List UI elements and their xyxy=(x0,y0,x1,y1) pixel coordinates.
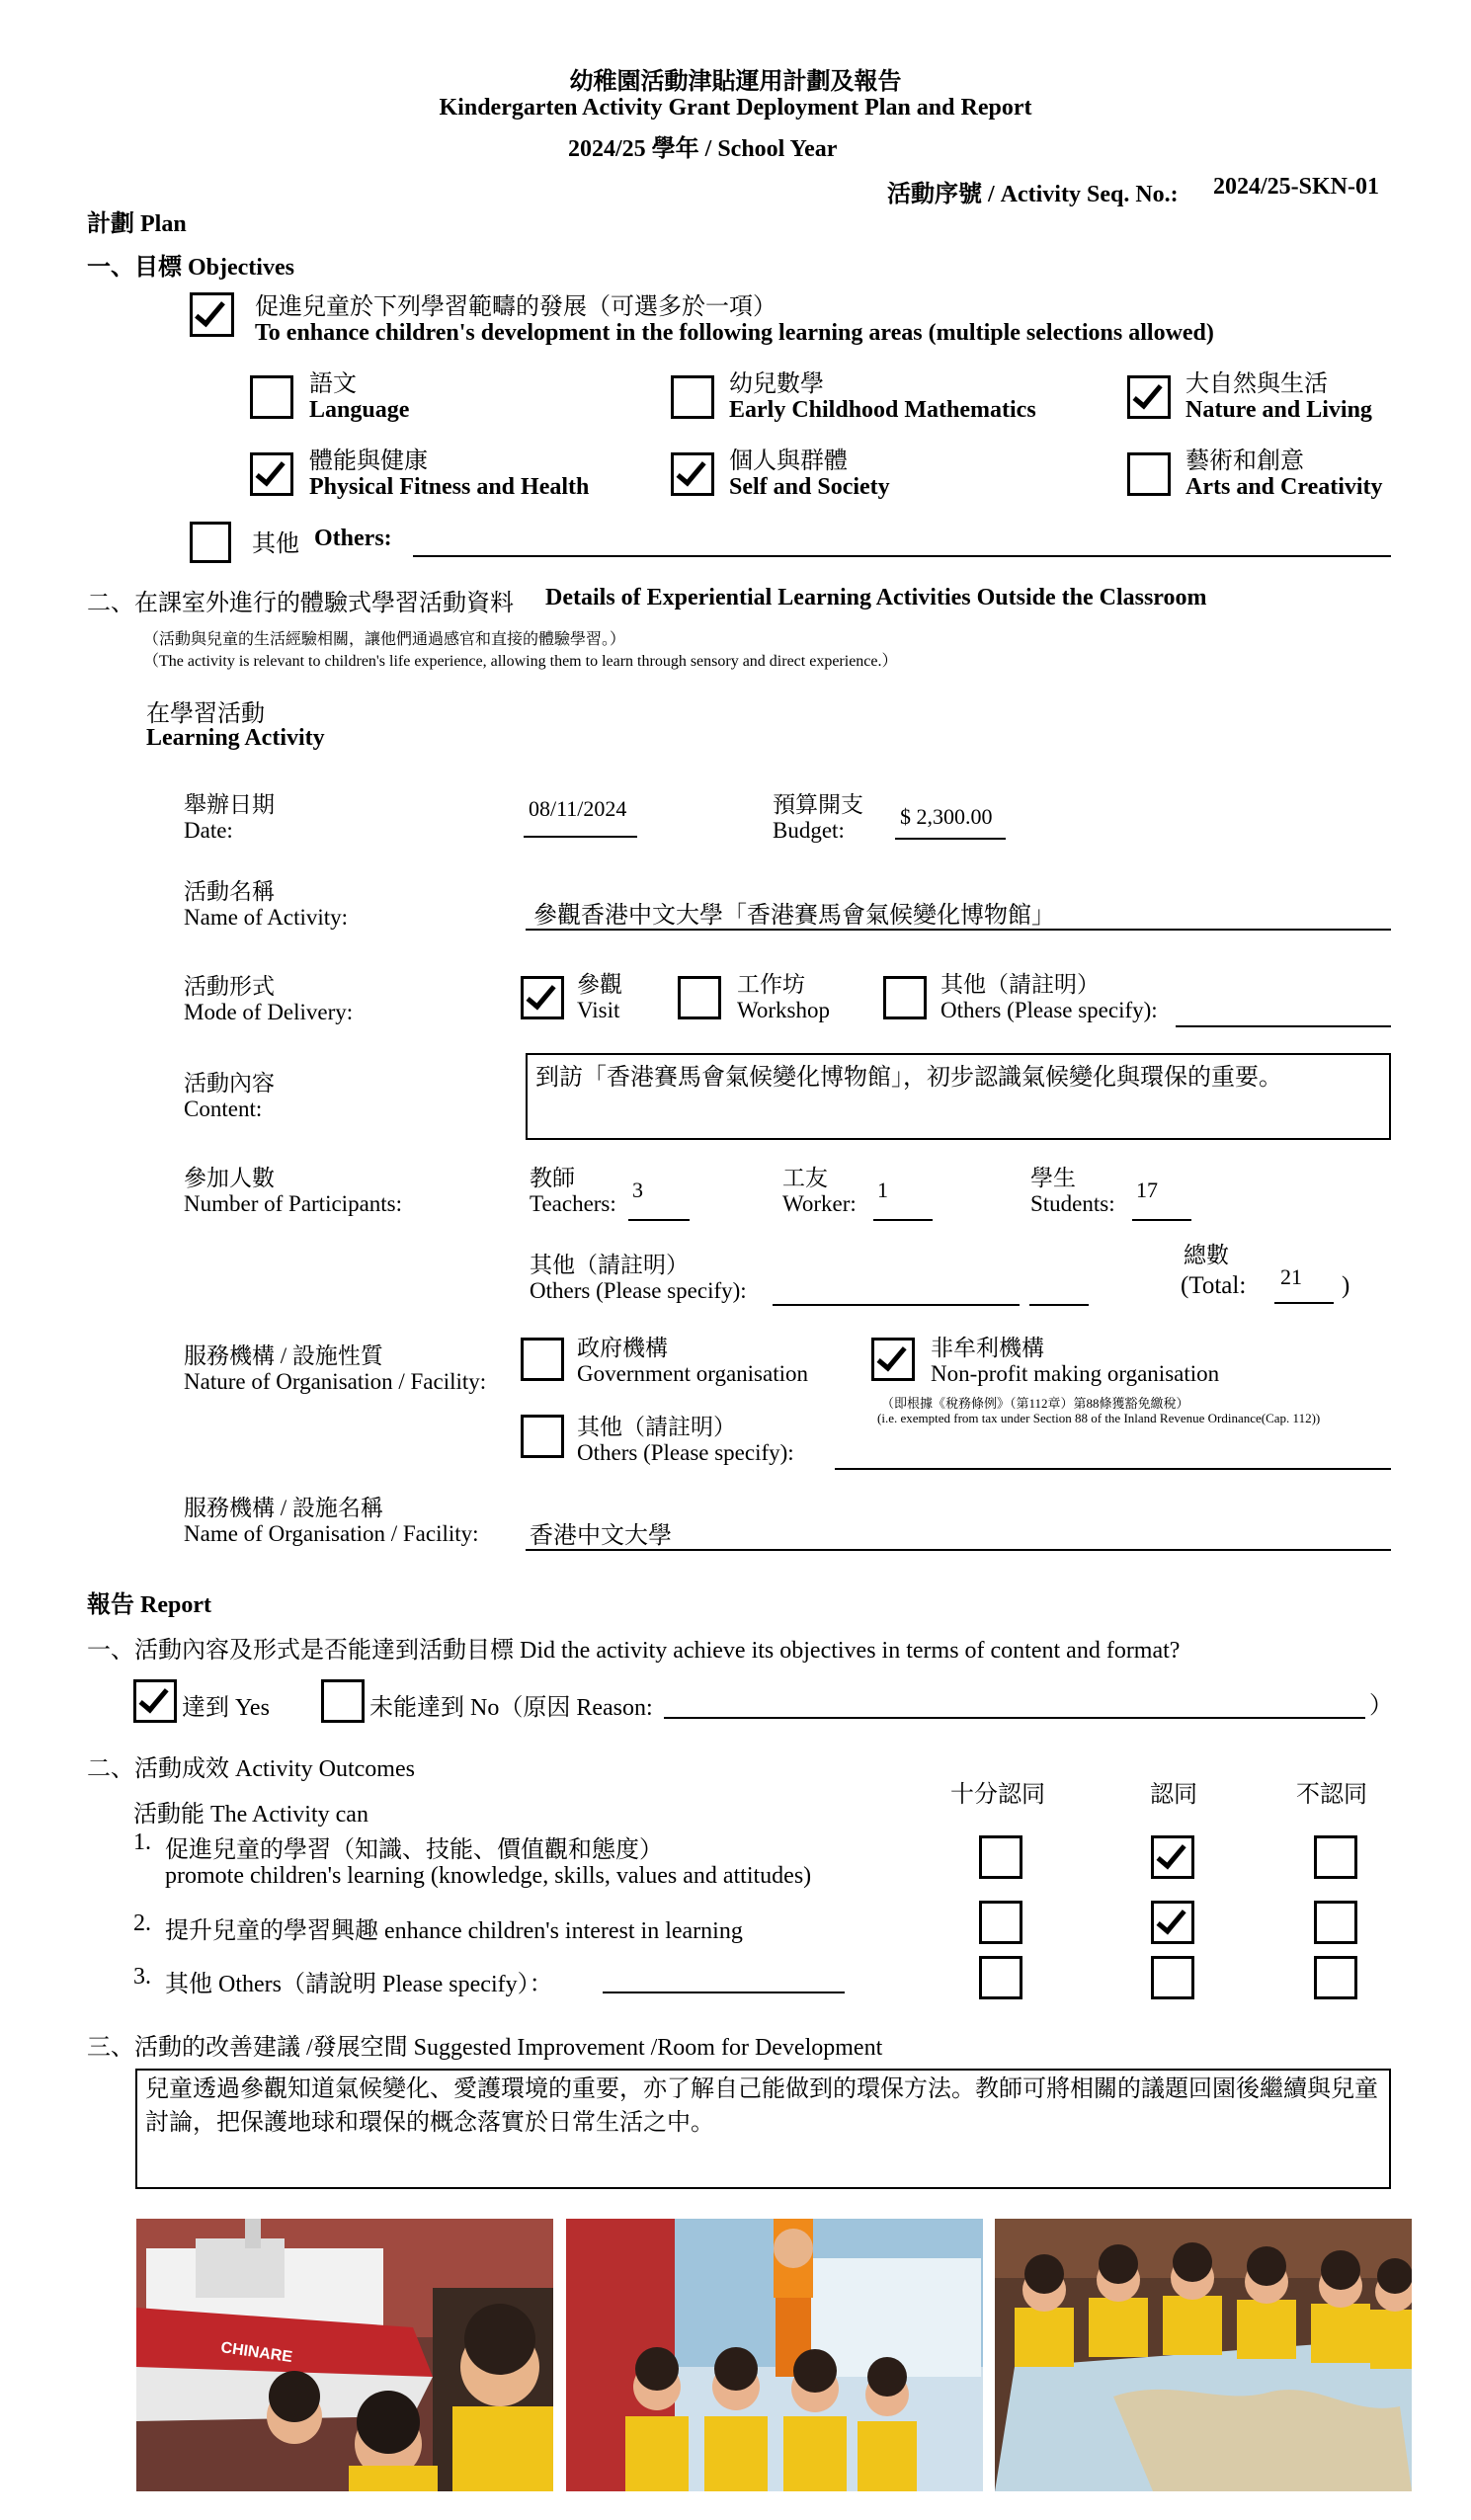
students-value: 17 xyxy=(1136,1178,1158,1202)
nature-label-zh: 服務機構 / 設施性質 xyxy=(184,1343,383,1368)
total-line[interactable] xyxy=(1274,1302,1334,1304)
photo-map-table-illustration xyxy=(995,2219,1412,2491)
report-q1: 一、活動內容及形式是否能達到活動目標 Did the activity achieve its objectives in terms of content and format? xyxy=(87,1638,1181,1664)
outcome-1-zh: 促進兒童的學習（知識、技能、價值觀和態度） xyxy=(165,1837,663,1863)
nature-others-checkbox[interactable] xyxy=(521,1415,564,1458)
students-label-zh: 學生 xyxy=(1030,1166,1076,1190)
participants-label-zh: 參加人數 xyxy=(184,1166,275,1190)
outcome-1-disagree-checkbox[interactable] xyxy=(1314,1835,1357,1879)
seq-label: 活動序號 / Activity Seq. No.: xyxy=(887,182,1179,207)
outcome-1-strongly-agree-checkbox[interactable] xyxy=(979,1835,1022,1879)
mode-visit-en: Visit xyxy=(577,998,620,1022)
total-value: 21 xyxy=(1280,1264,1302,1289)
learning-activity-zh: 在學習活動 xyxy=(146,701,265,727)
area-nature-en: Nature and Living xyxy=(1185,397,1372,423)
mode-others-line[interactable] xyxy=(1176,1025,1391,1027)
mode-others-zh: 其他（請註明） xyxy=(940,972,1100,997)
area-math-checkbox[interactable] xyxy=(671,375,714,419)
content-value: 到訪「香港賽馬會氣候變化博物館」，初步認識氣候變化與環保的重要。 xyxy=(535,1065,1282,1091)
activity-name-label-en: Name of Activity: xyxy=(184,905,349,930)
plan-heading: 計劃 Plan xyxy=(87,211,187,237)
org-name-value: 香港中文大學 xyxy=(530,1523,672,1549)
objective-others-line[interactable] xyxy=(413,555,1391,557)
mode-others-checkbox[interactable] xyxy=(883,976,927,1019)
area-society-zh: 個人與群體 xyxy=(729,448,848,474)
content-box[interactable] xyxy=(526,1053,1391,1140)
area-language-zh: 語文 xyxy=(309,371,357,397)
activity-name-label-zh: 活動名稱 xyxy=(184,879,275,904)
npo-note-zh: （即根據《稅務條例》（第112章）第88條獲豁免繳稅） xyxy=(881,1396,1189,1411)
photo-children-group xyxy=(566,2219,983,2491)
mode-workshop-en: Workshop xyxy=(737,998,830,1022)
area-fitness-checkbox[interactable] xyxy=(250,452,293,496)
worker-value: 1 xyxy=(877,1178,888,1202)
title-zh: 幼稚園活動津貼運用計劃及報告 xyxy=(569,69,902,95)
outcome-1-agree-checkbox[interactable] xyxy=(1151,1835,1194,1879)
details-heading-en: Details of Experiential Learning Activities Outside the Classroom xyxy=(545,585,1207,610)
improvement-heading: 三、活動的改善建議 /發展空間 Suggested Improvement /Room for Development xyxy=(87,2035,883,2061)
nature-government-zh: 政府機構 xyxy=(577,1336,668,1360)
area-society-checkbox[interactable] xyxy=(671,452,714,496)
nature-government-en: Government organisation xyxy=(577,1361,808,1386)
outcome-3-zh: 其他 Others（請說明 Please specify）： xyxy=(165,1972,553,1997)
area-nature-checkbox[interactable] xyxy=(1127,375,1171,419)
nature-others-zh: 其他（請註明） xyxy=(577,1415,736,1439)
ship-name-text: CHINARE xyxy=(219,2339,293,2367)
date-value: 08/11/2024 xyxy=(529,796,627,821)
worker-label-zh: 工友 xyxy=(782,1166,828,1190)
objective-main-zh: 促進兒童於下列學習範疇的發展（可選多於一項） xyxy=(255,294,776,320)
photo-ship-model xyxy=(136,2219,553,2491)
achieve-no-checkbox[interactable] xyxy=(321,1679,365,1723)
budget-line[interactable] xyxy=(895,838,1006,840)
budget-label-zh: 預算開支 xyxy=(773,792,863,817)
outcome-3-specify-line[interactable] xyxy=(603,1992,845,1993)
area-society-en: Self and Society xyxy=(729,474,890,500)
teachers-label-zh: 教師 xyxy=(530,1166,575,1190)
participants-label-en: Number of Participants: xyxy=(184,1191,403,1216)
objective-main-checkbox[interactable] xyxy=(190,292,234,337)
nature-npo-checkbox[interactable] xyxy=(871,1338,915,1381)
improvement-text: 兒童透過參觀知道氣候變化、愛護環境的重要，亦了解自己能做到的環保方法。教師可將相關的議題回園後繼續與兒童討論，把保護地球和環保的概念落實於日常生活之中。 xyxy=(145,2076,1378,2136)
participants-others-en: Others (Please specify): xyxy=(530,1278,747,1303)
participants-others-line[interactable] xyxy=(773,1304,1020,1306)
teachers-label-en: Teachers: xyxy=(530,1191,616,1216)
details-note-en: （The activity is relevant to children's life experience, allowing them to learn through sensory and direct experience.） xyxy=(143,653,898,670)
org-name-line[interactable] xyxy=(526,1549,1391,1551)
outcome-3-disagree-checkbox[interactable] xyxy=(1314,1956,1357,1999)
students-line[interactable] xyxy=(1132,1219,1191,1221)
content-label-zh: 活動內容 xyxy=(184,1071,275,1096)
date-line[interactable] xyxy=(524,836,637,838)
nature-npo-en: Non-profit making organisation xyxy=(931,1361,1220,1386)
teachers-value: 3 xyxy=(632,1178,643,1202)
npo-note-en: (i.e. exempted from tax under Section 88 of the Inland Revenue Ordinance(Cap. 112)) xyxy=(877,1411,1321,1425)
mode-workshop-zh: 工作坊 xyxy=(737,972,805,997)
worker-label-en: Worker: xyxy=(782,1191,857,1216)
nature-label-en: Nature of Organisation / Facility: xyxy=(184,1369,487,1394)
objective-others-en: Others: xyxy=(314,526,392,551)
date-label-zh: 舉辦日期 xyxy=(184,792,275,817)
photo-ship-model-illustration xyxy=(136,2219,553,2491)
total-close: ) xyxy=(1342,1272,1350,1299)
org-name-label-en: Name of Organisation / Facility: xyxy=(184,1521,479,1546)
mode-others-en: Others (Please specify): xyxy=(940,998,1158,1022)
outcome-3-agree-checkbox[interactable] xyxy=(1151,1956,1194,1999)
outcome-3-num: 3. xyxy=(133,1964,151,1990)
nature-npo-zh: 非牟利機構 xyxy=(931,1336,1044,1360)
mode-visit-zh: 參觀 xyxy=(577,972,622,997)
worker-line[interactable] xyxy=(873,1219,933,1221)
achieve-no-label: 未能達到 No（原因 Reason: xyxy=(369,1695,653,1721)
details-note-zh: （活動與兒童的生活經驗相關，讓他們通過感官和直接的體驗學習。） xyxy=(143,631,626,648)
date-label-en: Date: xyxy=(184,818,233,843)
area-fitness-en: Physical Fitness and Health xyxy=(309,474,590,500)
outcome-2-strongly-agree-checkbox[interactable] xyxy=(979,1901,1022,1944)
col-disagree: 不認同 xyxy=(1296,1782,1367,1808)
mode-workshop-checkbox[interactable] xyxy=(678,976,721,1019)
achieve-yes-checkbox[interactable] xyxy=(133,1679,177,1723)
budget-label-en: Budget: xyxy=(773,818,845,843)
area-arts-zh: 藝術和創意 xyxy=(1185,448,1304,474)
participants-others-zh: 其他（請註明） xyxy=(530,1253,689,1277)
achieve-yes-label: 達到 Yes xyxy=(182,1695,270,1721)
content-label-en: Content: xyxy=(184,1097,263,1121)
nature-others-line[interactable] xyxy=(835,1468,1391,1470)
objectives-heading: 一、目標 Objectives xyxy=(87,255,294,281)
col-strongly-agree: 十分認同 xyxy=(950,1782,1045,1808)
org-name-label-zh: 服務機構 / 設施名稱 xyxy=(184,1496,383,1520)
school-year: 2024/25 學年 / School Year xyxy=(568,136,838,162)
photo-children-group-illustration xyxy=(566,2219,983,2491)
area-math-en: Early Childhood Mathematics xyxy=(729,397,1036,423)
participants-others-count-line[interactable] xyxy=(1029,1304,1089,1306)
area-language-checkbox[interactable] xyxy=(250,375,293,419)
learning-activity-en: Learning Activity xyxy=(146,725,325,751)
outcomes-intro: 活動能 The Activity can xyxy=(133,1802,368,1828)
improvement-box[interactable] xyxy=(135,2069,1391,2189)
outcome-3-strongly-agree-checkbox[interactable] xyxy=(979,1956,1022,1999)
outcomes-heading: 二、活動成效 Activity Outcomes xyxy=(87,1756,415,1782)
mode-visit-checkbox[interactable] xyxy=(521,976,564,1019)
area-math-zh: 幼兒數學 xyxy=(729,371,824,397)
students-label-en: Students: xyxy=(1030,1191,1115,1216)
area-arts-en: Arts and Creativity xyxy=(1185,474,1383,500)
col-agree: 認同 xyxy=(1150,1782,1197,1808)
teachers-line[interactable] xyxy=(628,1219,690,1221)
photo-map-table xyxy=(995,2219,1412,2491)
outcome-2-disagree-checkbox[interactable] xyxy=(1314,1901,1357,1944)
details-heading-zh: 二、在課室外進行的體驗式學習活動資料 xyxy=(87,591,514,616)
outcome-1-en: promote children's learning (knowledge, skills, values and attitudes) xyxy=(165,1863,812,1889)
outcome-2-zh: 提升兒童的學習興趣 enhance children's interest in learning xyxy=(165,1918,743,1944)
area-fitness-zh: 體能與健康 xyxy=(309,448,428,474)
activity-name-line[interactable] xyxy=(526,929,1391,931)
objective-others-checkbox[interactable] xyxy=(190,522,231,563)
objective-others-zh: 其他 xyxy=(252,531,299,557)
outcome-2-num: 2. xyxy=(133,1910,151,1936)
nature-government-checkbox[interactable] xyxy=(521,1338,564,1381)
total-label-zh: 總數 xyxy=(1184,1243,1229,1267)
area-language-en: Language xyxy=(309,397,410,423)
objective-main-en: To enhance children's development in the following learning areas (multiple selections allowed) xyxy=(255,320,1214,346)
seq-value: 2024/25-SKN-01 xyxy=(1213,174,1379,200)
mode-label-zh: 活動形式 xyxy=(184,974,275,999)
outcome-1-num: 1. xyxy=(133,1829,151,1855)
activity-name-value: 參觀香港中文大學「香港賽馬會氣候變化博物館」 xyxy=(533,903,1055,929)
report-heading: 報告 Report xyxy=(87,1592,211,1618)
total-label-en: (Total: xyxy=(1181,1272,1247,1299)
area-arts-checkbox[interactable] xyxy=(1127,452,1171,496)
area-nature-zh: 大自然與生活 xyxy=(1185,371,1328,397)
mode-label-en: Mode of Delivery: xyxy=(184,1000,354,1024)
title-en: Kindergarten Activity Grant Deployment Plan and Report xyxy=(439,95,1032,121)
budget-value: $ 2,300.00 xyxy=(900,804,993,829)
achieve-no-close: ） xyxy=(1369,1693,1393,1719)
nature-others-en: Others (Please specify): xyxy=(577,1440,794,1465)
outcome-2-agree-checkbox[interactable] xyxy=(1151,1901,1194,1944)
achieve-no-reason-line[interactable] xyxy=(664,1717,1365,1719)
